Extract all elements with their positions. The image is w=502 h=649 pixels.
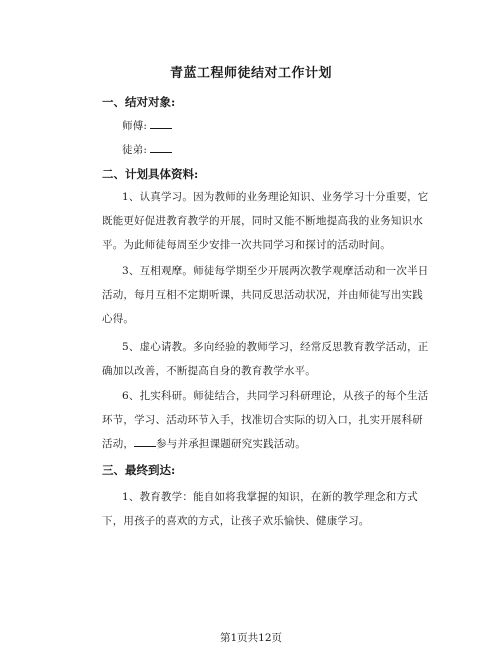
mentor-line: [122, 118, 452, 133]
page-number-footer: 第1页共12页: [219, 632, 283, 644]
apprentice-blank: [150, 142, 172, 153]
section-heading-plan: 二、计划具体资料:: [102, 167, 199, 181]
paragraph-line-with-blank: [102, 436, 432, 451]
paragraph-line: 心得。: [102, 313, 135, 325]
apprentice-line: [122, 142, 452, 157]
paragraph-line: 1、认真学习。因为教师的业务理论知识、业务学习十分重要，它: [122, 191, 429, 203]
mentor-blank: [150, 118, 172, 129]
fill-blank: [134, 436, 156, 447]
page-title: 青蓝工程师徒结对工作计划: [169, 66, 332, 81]
section-heading-goals: 三、最终到达:: [102, 463, 176, 477]
paragraph-text: 参与并承担课题研究实践活动。: [156, 438, 306, 450]
paragraph-line: 既能更好促进教育教学的开展，同时又能不断地提高我的业务知识水: [102, 215, 423, 227]
paragraph-line: 确加以改善，不断提高自身的教育教学水平。: [102, 365, 316, 377]
paragraph-line: 6、扎实科研。师徒结合，共同学习科研理论，从孩子的每个生活: [122, 390, 429, 402]
paragraph-line: 平。为此师徒每周至少安排一次共同学习和探讨的活动时间。: [102, 239, 391, 251]
paragraph-line: 环节，学习、活动环节入手，找准切合实际的切入口，扎实开展科研: [102, 414, 423, 426]
paragraph-line: 下，用孩子的喜欢的方式，让孩子欢乐愉快、健康学习。: [102, 515, 370, 527]
paragraph-line: 3、互相观摩。师徒每学期至少开展两次教学观摩活动和一次半日: [122, 265, 429, 277]
section-heading-pairing: 一、结对对象:: [102, 95, 176, 109]
apprentice-label: 徒弟:: [122, 144, 148, 156]
paragraph-text: 活动，: [102, 438, 135, 450]
paragraph-line: 活动，每月互相不定期听课，共同反思活动状况，并由师徒写出实践: [102, 289, 423, 301]
mentor-label: 师傅:: [122, 120, 148, 132]
paragraph-line: 1、教育教学：能自如将我掌握的知识，在新的教学理念和方式: [122, 491, 418, 503]
paragraph-line: 5、虚心请教。多向经验的教师学习，经常反思教育教学活动，正: [122, 341, 429, 353]
